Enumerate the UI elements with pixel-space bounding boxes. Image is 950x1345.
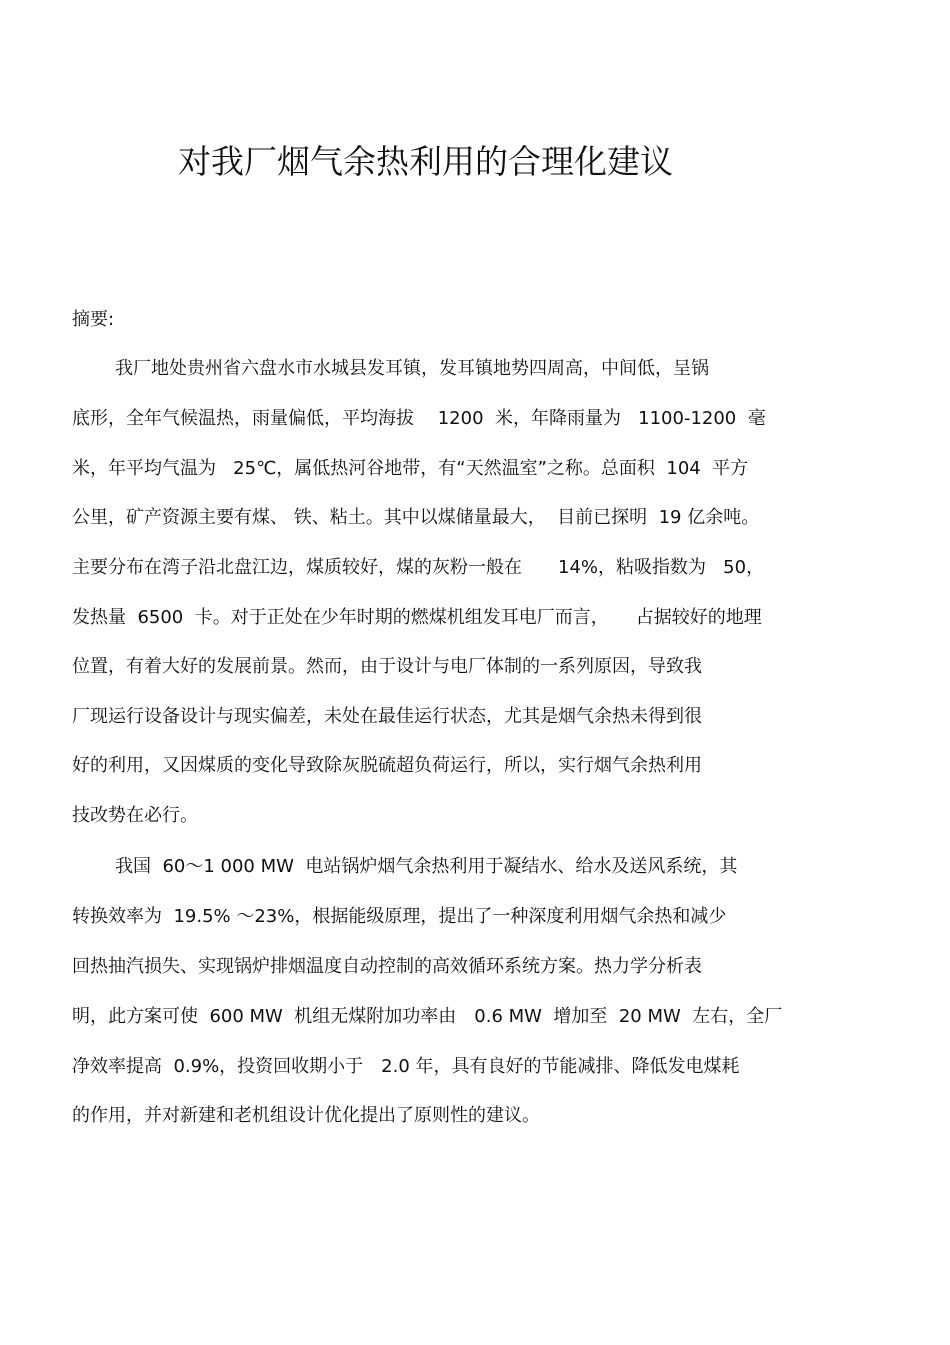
paragraph-2-line-1: 我国 60～1 000 MW 电站锅炉烟气余热利用于凝结水、给水及送风系统，其 [115,856,738,877]
paragraph-1-line-8: 厂现运行设备设计与现实偏差，未处在最佳运行状态，尤其是烟气余热未得到很 [72,706,702,727]
paragraph-1-line-1: 我厂地处贵州省六盘水市水城县发耳镇，发耳镇地势四周高，中间低，呈锅 [115,358,709,379]
paragraph-1-line-4: 公里，矿产资源主要有煤、 铁、粘土。其中以煤储量最大， 目前已探明 19 亿余吨。 [72,507,760,528]
paragraph-1-line-10: 技改势在必行。 [72,805,198,826]
paragraph-2-line-2: 转换效率为 19.5% ～23%，根据能级原理，提出了一种深度利用烟气余热和减少 [72,906,727,927]
paragraph-2-line-4: 明，此方案可使 600 MW 机组无煤附加功率由 0.6 MW 增加至 20 MW 左右，全厂 [72,1006,783,1027]
paragraph-1-line-3: 米，年平均气温为 25℃，属低热河谷地带，有“天然温室”之称。总面积 104 平方 [72,458,749,479]
paragraph-1-line-9: 好的利用，又因煤质的变化导致除灰脱硫超负荷运行，所以，实行烟气余热利用 [72,755,702,776]
document-title: 对我厂烟气余热利用的合理化建议 [178,142,673,181]
paragraph-2-line-3: 回热抽汽损失、实现锅炉排烟温度自动控制的高效循环系统方案。热力学分析表 [72,956,702,977]
abstract-label: 摘要: [72,309,115,330]
paragraph-1-line-2: 底形，全年气候温热，雨量偏低，平均海拔 1200 米，年降雨量为 1100-1200 毫 [72,408,766,429]
paragraph-1-line-6: 发热量 6500 卡。对于正处在少年时期的燃煤机组发耳电厂而言， 占据较好的地理 [72,607,762,628]
paragraph-2-line-5: 净效率提高 0.9%，投资回收期小于 2.0 年，具有良好的节能减排、降低发电煤耗 [72,1056,740,1077]
paragraph-2-line-6: 的作用，并对新建和老机组设计优化提出了原则性的建议。 [72,1105,540,1126]
paragraph-1-line-7: 位置，有着大好的发展前景。然而，由于设计与电厂体制的一系列原因，导致我 [72,656,702,677]
paragraph-1-line-5: 主要分布在湾子沿北盘江边，煤质较好，煤的灰粉一般在 14%，粘吸指数为 50， [72,557,765,578]
